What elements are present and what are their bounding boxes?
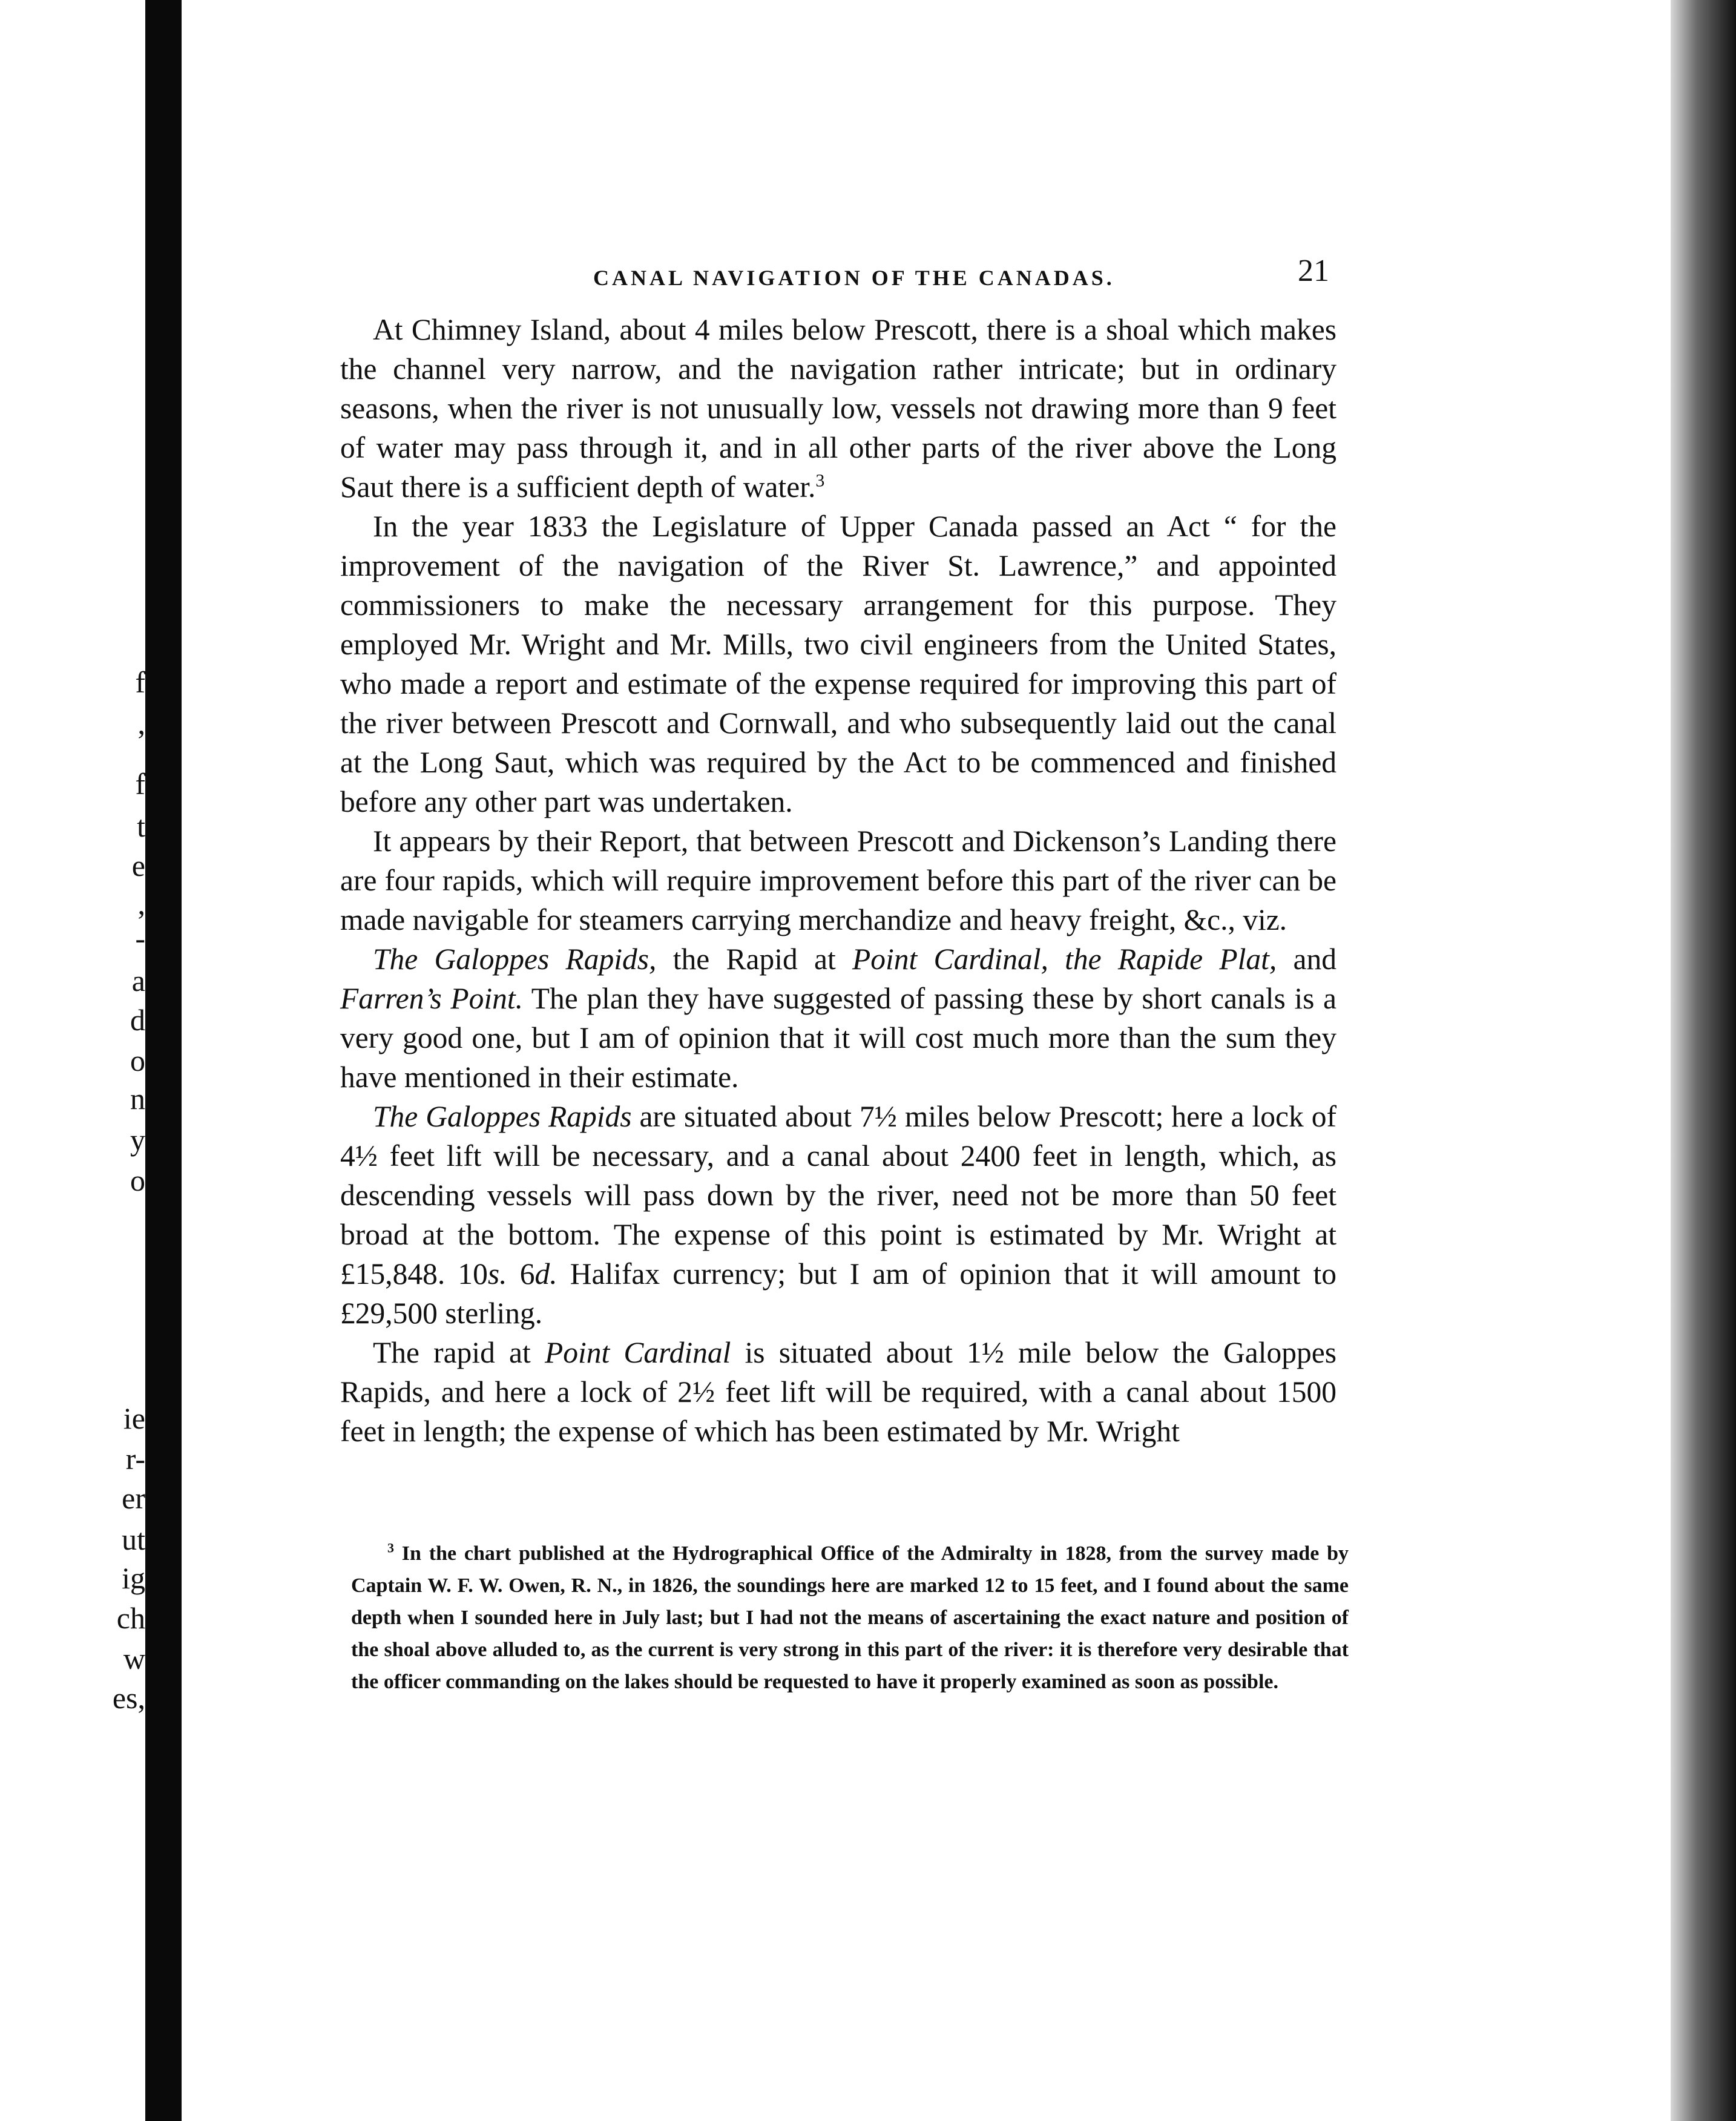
left-page-fragment: a	[131, 964, 145, 998]
left-page-fragment: er	[122, 1481, 145, 1515]
page-number: 21	[1298, 254, 1329, 288]
left-page-fragment: ie	[123, 1401, 145, 1435]
running-head: CANAL NAVIGATION OF THE CANADAS.	[593, 266, 1115, 290]
left-page-fragment: y	[130, 1123, 145, 1157]
adjacent-page-edge	[0, 0, 147, 2121]
left-page-fragment: r-	[125, 1442, 145, 1476]
page-header	[339, 253, 1332, 295]
left-page-fragment: o	[130, 1044, 145, 1077]
left-page-fragment: f	[135, 665, 145, 699]
paragraph: In the year 1833 the Legislature of Upper Canada passed an Act “ for the improvement of the navigation of the River St. Lawrence,” and appointed commissioners to make the necessary arrangement for this purpose. They employed Mr. Wright and Mr. Mills, two civil engineers from the United States, who made a report and estimate of the expense required for improving this part of the river between Prescott and Cornwall, and who subsequently laid out the canal at the Long Saut, which was required by the Act to be commenced and finished before any other part was undertaken.	[340, 510, 1337, 818]
paragraph: The Galoppes Rapids, the Rapid at Point Cardinal, the Rapide Plat, and Farren’s Point. The plan they have suggested of passing these by short canals is a very good one, but I am of opinion that it will cost much more than the sum they have mentioned in their estimate.	[340, 942, 1337, 1094]
left-page-fragment: n	[130, 1082, 145, 1116]
left-page-fragment: es,	[112, 1681, 145, 1715]
left-page-fragment: w	[123, 1642, 145, 1675]
left-page-fragment: ,	[137, 706, 145, 740]
left-page-fragment: f	[135, 767, 145, 801]
footnote-text: In the chart published at the Hydrographical Office of the Admiralty in 1828, from the survey made by Captain W. F. W. Owen, R. N., in 1826, the soundings here are marked 12 to 15 feet, and I found about the same depth when I sounded here in July last; but I had not the means of ascertaining the exact nature and position of the shoal above alluded to, as the current is very strong in this part of the river: it is therefore very desirable that the officer commanding on the lakes should be requested to have it properly examined as soon as possible.	[351, 1542, 1349, 1693]
paragraph: The Galoppes Rapids are situated about 7½ miles below Prescott; here a lock of 4½ feet lift will be necessary, and a canal about 2400 feet in length, which, as descending vessels will pass down by the river, need not be more than 50 feet broad at the bottom. The expense of this point is estimated by Mr. Wright at £15,848. 10s. 6d. Halifax currency; but I am of opinion that it will amount to £29,500 sterling.	[340, 1100, 1337, 1330]
page-edge-shadow	[1671, 0, 1736, 2121]
left-page-fragment: ut	[122, 1522, 145, 1556]
paragraph: It appears by their Report, that between Prescott and Dickenson’s Landing there are four rapids, which will require improvement before this part of the river can be made navigable for steamers carrying merchandize and heavy freight, &c., viz.	[340, 824, 1337, 936]
paragraph: At Chimney Island, about 4 miles below Prescott, there is a shoal which makes the channel very narrow, and the navigation rather intricate; but in ordinary seasons, when the river is not unusually low, vessels not drawing more than 9 feet of water may pass through it, and in all other parts of the river above the Long Saut there is a sufficient depth of water.$^3$	[340, 313, 1337, 504]
left-page-fragment: ch	[116, 1601, 145, 1635]
left-page-fragment: ig	[122, 1561, 145, 1595]
paragraph: The rapid at Point Cardinal is situated about 1½ mile below the Galoppes Rapids, and here a lock of 2½ feet lift will be required, with a canal about 1500 feet in length; the expense of which has been estimated by Mr. Wright	[340, 1336, 1337, 1448]
left-page-fragment: o	[130, 1163, 145, 1197]
footnote-ref: 3	[815, 470, 825, 491]
book-gutter	[145, 0, 182, 2121]
footnote-marker: 3	[387, 1540, 394, 1556]
left-page-fragment: ,	[137, 887, 145, 921]
left-page-fragment: -	[135, 921, 145, 955]
left-page-fragment: t	[137, 809, 145, 843]
body-text	[340, 310, 1337, 1451]
left-page-fragment: d	[130, 1003, 145, 1037]
left-page-fragment: e	[131, 849, 145, 883]
footnote	[351, 1537, 1349, 1698]
